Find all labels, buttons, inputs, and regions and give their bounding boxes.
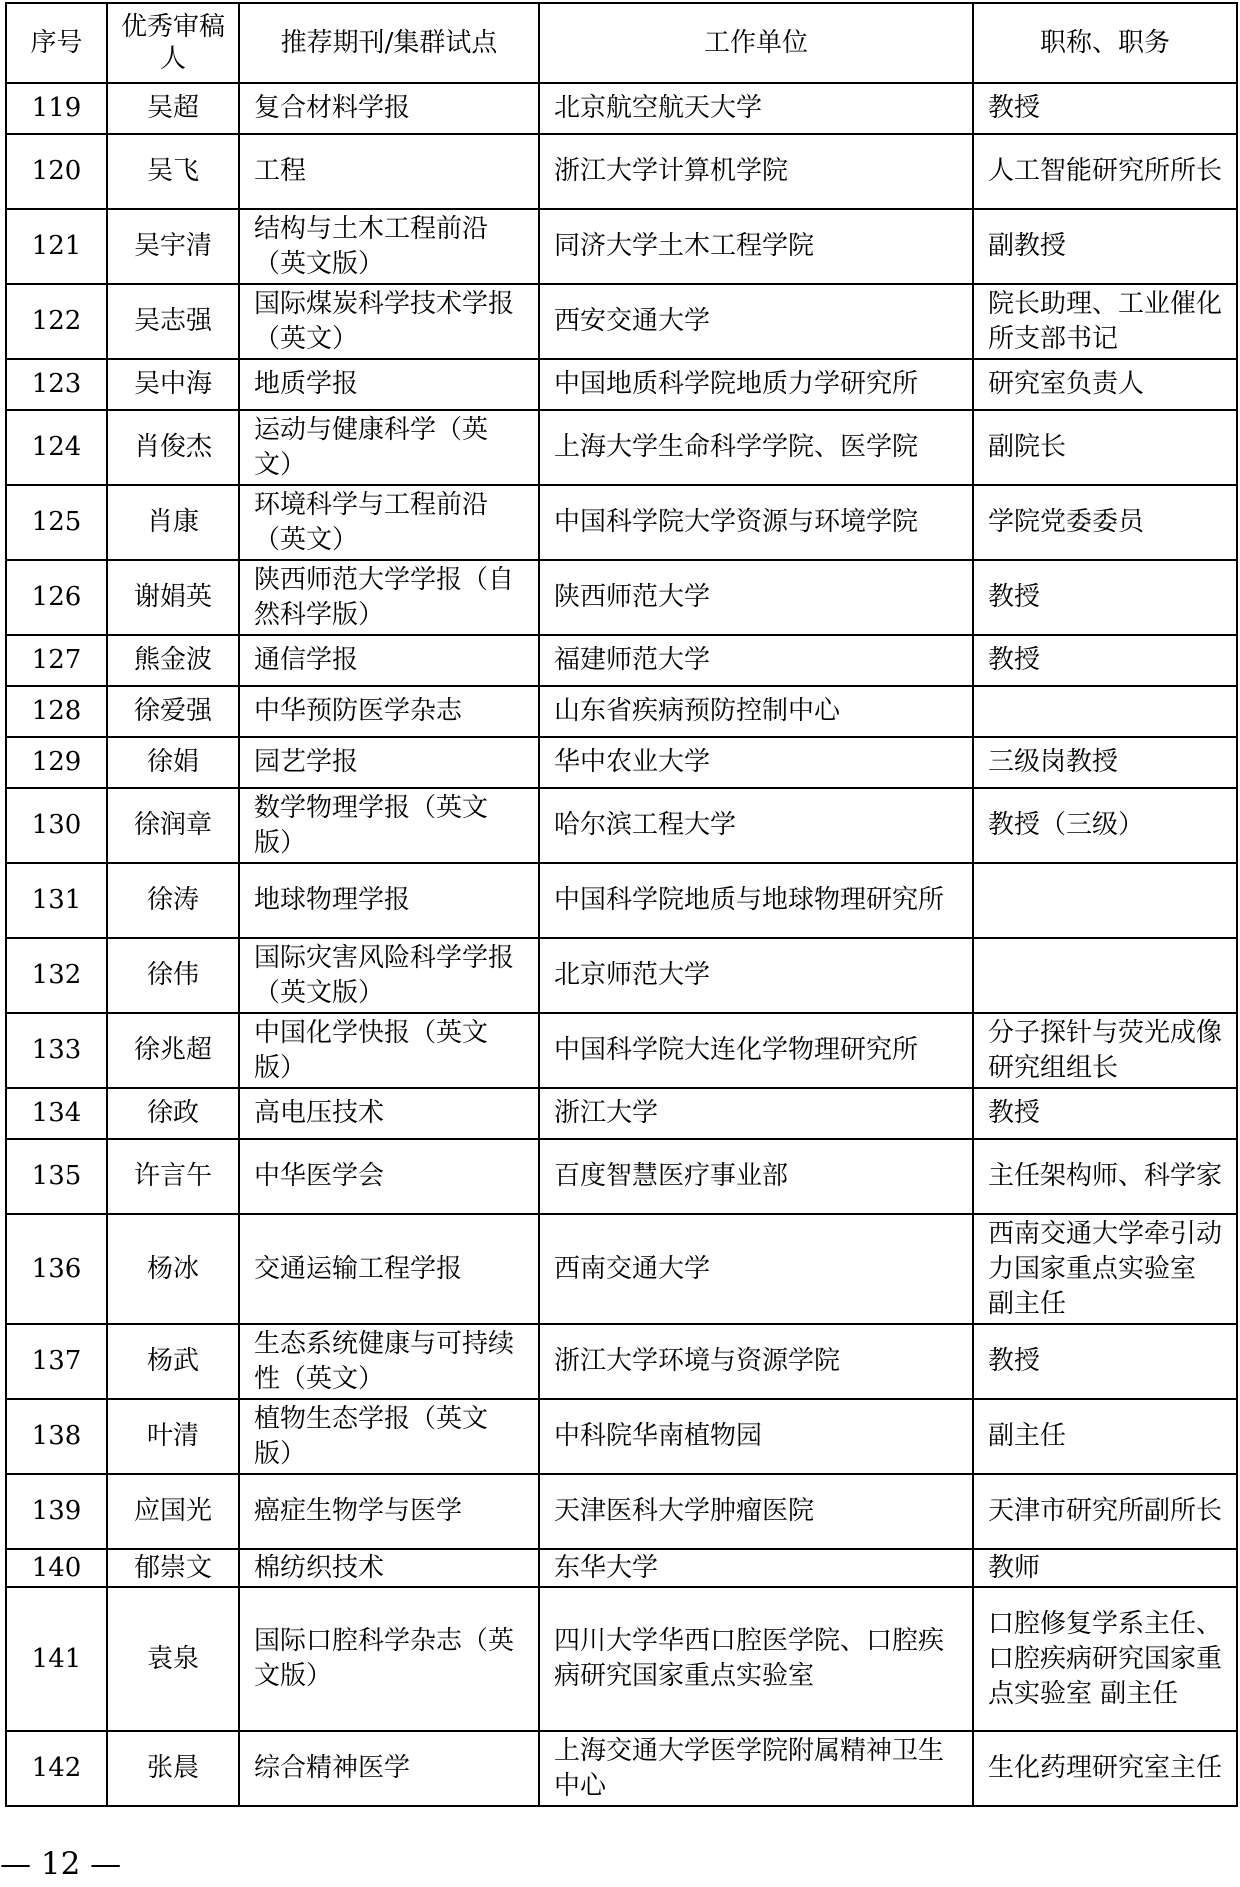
table-row [6, 1399, 1237, 1474]
cell-journal: 园艺学报 [239, 737, 539, 788]
header-work-unit: 工作单位 [539, 3, 973, 83]
cell-work-unit: 西安交通大学 [539, 284, 973, 359]
table-row [6, 134, 1237, 209]
cell-serial-number: 140 [6, 1549, 107, 1587]
cell-journal: 棉纺织技术 [239, 1549, 539, 1587]
cell-serial-number: 132 [6, 938, 107, 1013]
table-row [6, 1474, 1237, 1549]
cell-job-title [973, 686, 1237, 737]
cell-journal: 环境科学与工程前沿（英文） [239, 485, 539, 560]
cell-work-unit: 中科院华南植物园 [539, 1399, 973, 1474]
cell-job-title: 教授 [973, 83, 1237, 134]
cell-reviewer-name: 张晨 [107, 1731, 239, 1806]
cell-journal: 中国化学快报（英文版） [239, 1013, 539, 1088]
cell-work-unit: 山东省疾病预防控制中心 [539, 686, 973, 737]
cell-reviewer-name: 徐伟 [107, 938, 239, 1013]
cell-work-unit: 同济大学土木工程学院 [539, 209, 973, 284]
cell-job-title: 生化药理研究室主任 [973, 1731, 1237, 1806]
cell-job-title: 教授 [973, 1088, 1237, 1139]
table-row [6, 1549, 1237, 1587]
cell-work-unit: 上海大学生命科学学院、医学院 [539, 410, 973, 485]
table-row [6, 635, 1237, 686]
cell-serial-number: 133 [6, 1013, 107, 1088]
cell-serial-number: 134 [6, 1088, 107, 1139]
cell-job-title: 副主任 [973, 1399, 1237, 1474]
cell-reviewer-name: 吴中海 [107, 359, 239, 410]
reviewer-table [5, 2, 1238, 1807]
cell-reviewer-name: 谢娟英 [107, 560, 239, 635]
page-number: — 12 — [0, 1846, 122, 1882]
cell-journal: 陕西师范大学学报（自然科学版） [239, 560, 539, 635]
cell-job-title: 副院长 [973, 410, 1237, 485]
cell-job-title: 西南交通大学牵引动力国家重点实验室 副主任 [973, 1214, 1237, 1324]
cell-serial-number: 137 [6, 1324, 107, 1399]
cell-job-title: 主任架构师、科学家 [973, 1139, 1237, 1214]
cell-journal: 地球物理学报 [239, 863, 539, 938]
table-row [6, 1013, 1237, 1088]
cell-serial-number: 136 [6, 1214, 107, 1324]
cell-job-title [973, 863, 1237, 938]
cell-job-title: 教授（三级） [973, 788, 1237, 863]
table-row [6, 1587, 1237, 1731]
cell-journal: 国际口腔科学杂志（英文版） [239, 1587, 539, 1731]
cell-work-unit: 浙江大学计算机学院 [539, 134, 973, 209]
table-row [6, 863, 1237, 938]
cell-work-unit: 北京师范大学 [539, 938, 973, 1013]
table-row [6, 83, 1237, 134]
cell-reviewer-name: 郁崇文 [107, 1549, 239, 1587]
cell-job-title: 三级岗教授 [973, 737, 1237, 788]
cell-job-title: 学院党委委员 [973, 485, 1237, 560]
cell-serial-number: 119 [6, 83, 107, 134]
cell-work-unit: 福建师范大学 [539, 635, 973, 686]
table-row [6, 485, 1237, 560]
cell-work-unit: 浙江大学环境与资源学院 [539, 1324, 973, 1399]
header-reviewer: 优秀审稿人 [107, 3, 239, 83]
header-serial-number: 序号 [6, 3, 107, 83]
header-journal: 推荐期刊/集群试点 [239, 3, 539, 83]
table-row [6, 284, 1237, 359]
cell-journal: 癌症生物学与医学 [239, 1474, 539, 1549]
cell-work-unit: 中国地质科学院地质力学研究所 [539, 359, 973, 410]
cell-reviewer-name: 杨武 [107, 1324, 239, 1399]
cell-work-unit: 东华大学 [539, 1549, 973, 1587]
cell-reviewer-name: 徐政 [107, 1088, 239, 1139]
cell-job-title: 分子探针与荧光成像研究组组长 [973, 1013, 1237, 1088]
cell-work-unit: 陕西师范大学 [539, 560, 973, 635]
table-row [6, 1324, 1237, 1399]
cell-work-unit: 中国科学院大连化学物理研究所 [539, 1013, 973, 1088]
cell-work-unit: 哈尔滨工程大学 [539, 788, 973, 863]
header-job-title: 职称、职务 [973, 3, 1237, 83]
cell-reviewer-name: 吴宇清 [107, 209, 239, 284]
cell-serial-number: 123 [6, 359, 107, 410]
cell-work-unit: 百度智慧医疗事业部 [539, 1139, 973, 1214]
cell-work-unit: 华中农业大学 [539, 737, 973, 788]
cell-serial-number: 139 [6, 1474, 107, 1549]
table-row [6, 1139, 1237, 1214]
cell-reviewer-name: 徐润章 [107, 788, 239, 863]
cell-serial-number: 127 [6, 635, 107, 686]
cell-work-unit: 北京航空航天大学 [539, 83, 973, 134]
cell-reviewer-name: 袁泉 [107, 1587, 239, 1731]
cell-work-unit: 四川大学华西口腔医学院、口腔疾病研究国家重点实验室 [539, 1587, 973, 1731]
cell-serial-number: 124 [6, 410, 107, 485]
cell-journal: 交通运输工程学报 [239, 1214, 539, 1324]
cell-reviewer-name: 肖俊杰 [107, 410, 239, 485]
cell-work-unit: 浙江大学 [539, 1088, 973, 1139]
cell-job-title: 院长助理、工业催化所支部书记 [973, 284, 1237, 359]
cell-journal: 国际灾害风险科学学报（英文版） [239, 938, 539, 1013]
cell-work-unit: 西南交通大学 [539, 1214, 973, 1324]
cell-journal: 综合精神医学 [239, 1731, 539, 1806]
cell-reviewer-name: 吴志强 [107, 284, 239, 359]
cell-serial-number: 130 [6, 788, 107, 863]
table-row [6, 737, 1237, 788]
cell-journal: 国际煤炭科学技术学报（英文） [239, 284, 539, 359]
cell-serial-number: 142 [6, 1731, 107, 1806]
cell-journal: 中华预防医学杂志 [239, 686, 539, 737]
table-row [6, 938, 1237, 1013]
cell-serial-number: 121 [6, 209, 107, 284]
cell-journal: 运动与健康科学（英文） [239, 410, 539, 485]
cell-serial-number: 120 [6, 134, 107, 209]
table-row [6, 788, 1237, 863]
table-row [6, 1731, 1237, 1806]
cell-serial-number: 128 [6, 686, 107, 737]
cell-serial-number: 135 [6, 1139, 107, 1214]
cell-reviewer-name: 杨冰 [107, 1214, 239, 1324]
cell-serial-number: 141 [6, 1587, 107, 1731]
cell-journal: 通信学报 [239, 635, 539, 686]
cell-reviewer-name: 吴超 [107, 83, 239, 134]
cell-job-title: 教授 [973, 560, 1237, 635]
cell-serial-number: 129 [6, 737, 107, 788]
table-row [6, 209, 1237, 284]
cell-serial-number: 138 [6, 1399, 107, 1474]
cell-reviewer-name: 徐爱强 [107, 686, 239, 737]
cell-job-title: 天津市研究所副所长 [973, 1474, 1237, 1549]
cell-journal: 工程 [239, 134, 539, 209]
cell-reviewer-name: 叶清 [107, 1399, 239, 1474]
cell-journal: 数学物理学报（英文版） [239, 788, 539, 863]
cell-job-title: 教师 [973, 1549, 1237, 1587]
cell-work-unit: 上海交通大学医学院附属精神卫生中心 [539, 1731, 973, 1806]
cell-reviewer-name: 徐娟 [107, 737, 239, 788]
cell-job-title [973, 938, 1237, 1013]
cell-serial-number: 125 [6, 485, 107, 560]
cell-job-title: 研究室负责人 [973, 359, 1237, 410]
cell-reviewer-name: 许言午 [107, 1139, 239, 1214]
cell-work-unit: 中国科学院大学资源与环境学院 [539, 485, 973, 560]
cell-reviewer-name: 熊金波 [107, 635, 239, 686]
cell-serial-number: 126 [6, 560, 107, 635]
cell-journal: 生态系统健康与可持续性（英文） [239, 1324, 539, 1399]
table-header-row [6, 3, 1237, 83]
cell-reviewer-name: 徐兆超 [107, 1013, 239, 1088]
cell-job-title: 副教授 [973, 209, 1237, 284]
table-row [6, 1214, 1237, 1324]
cell-reviewer-name: 徐涛 [107, 863, 239, 938]
cell-journal: 地质学报 [239, 359, 539, 410]
cell-job-title: 人工智能研究所所长 [973, 134, 1237, 209]
cell-reviewer-name: 肖康 [107, 485, 239, 560]
cell-work-unit: 中国科学院地质与地球物理研究所 [539, 863, 973, 938]
cell-reviewer-name: 应国光 [107, 1474, 239, 1549]
cell-job-title: 教授 [973, 1324, 1237, 1399]
cell-journal: 复合材料学报 [239, 83, 539, 134]
cell-job-title: 教授 [973, 635, 1237, 686]
cell-journal: 结构与土木工程前沿（英文版） [239, 209, 539, 284]
cell-journal: 植物生态学报（英文版） [239, 1399, 539, 1474]
table-row [6, 560, 1237, 635]
cell-serial-number: 122 [6, 284, 107, 359]
table-row [6, 1088, 1237, 1139]
cell-journal: 高电压技术 [239, 1088, 539, 1139]
cell-job-title: 口腔修复学系主任、口腔疾病研究国家重点实验室 副主任 [973, 1587, 1237, 1731]
cell-work-unit: 天津医科大学肿瘤医院 [539, 1474, 973, 1549]
cell-serial-number: 131 [6, 863, 107, 938]
table-row [6, 410, 1237, 485]
cell-journal: 中华医学会 [239, 1139, 539, 1214]
table-row [6, 359, 1237, 410]
cell-reviewer-name: 吴飞 [107, 134, 239, 209]
table-row [6, 686, 1237, 737]
